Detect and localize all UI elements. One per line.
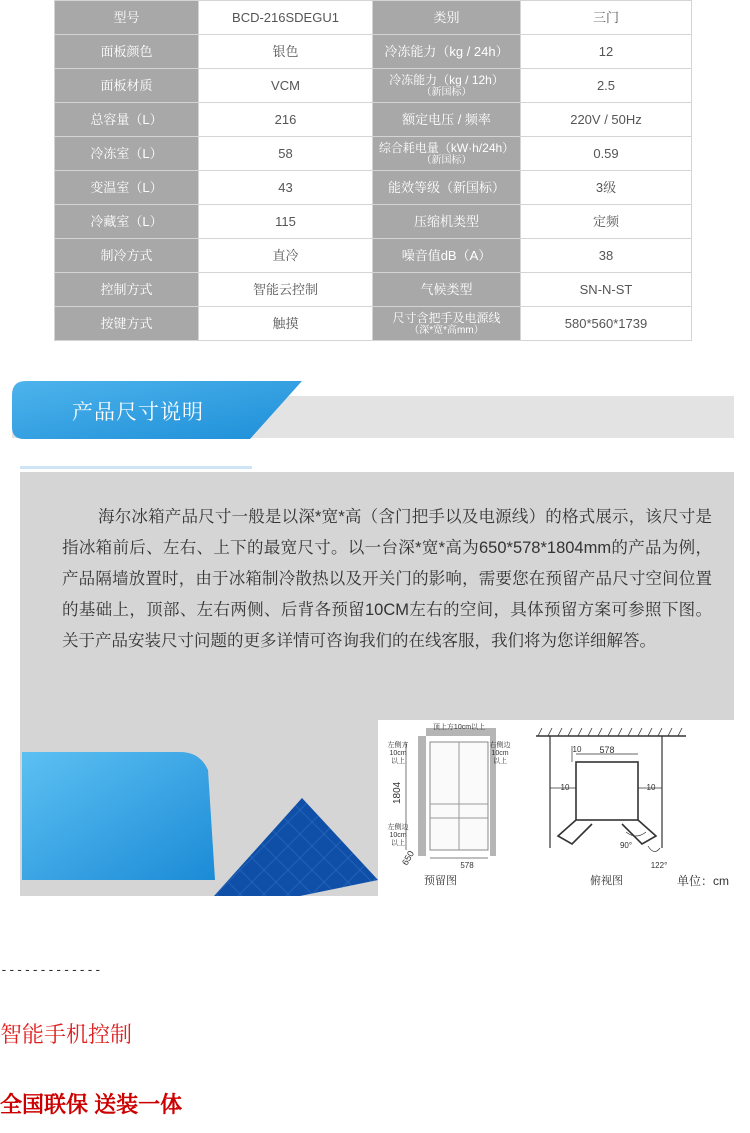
unit-label: 单位：cm xyxy=(677,874,729,888)
left-note: 左侧方 10cm 以上 xyxy=(387,742,409,765)
spec-label xyxy=(373,137,521,171)
spec-label xyxy=(373,69,521,103)
spec-row xyxy=(55,171,692,205)
spec-value: 0.59 xyxy=(521,137,692,171)
spec-row xyxy=(55,69,692,103)
spec-label: 能效等级（新国标） xyxy=(373,171,521,205)
top-note: 顶上方10cm以上 xyxy=(432,724,486,731)
spec-label-text: 尺寸含把手及电源线 xyxy=(392,310,501,325)
spec-label: 冷藏室（L） xyxy=(55,205,199,239)
spec-label: 型号 xyxy=(55,1,199,35)
spec-value: 38 xyxy=(521,239,692,273)
spec-label: 额定电压 / 频率 xyxy=(373,103,521,137)
spec-value: 220V / 50Hz xyxy=(521,103,692,137)
spec-label: 噪音值dB（A） xyxy=(373,239,521,273)
spec-value: 定频 xyxy=(521,205,692,239)
spec-value: 直冷 xyxy=(199,239,373,273)
front-caption: 预留图 xyxy=(424,875,457,887)
top-caption: 俯视图 xyxy=(590,875,623,887)
spec-label: 气候类型 xyxy=(373,273,521,307)
spec-table xyxy=(54,0,692,341)
section-underline xyxy=(20,466,252,469)
spec-label-text: 冷冻能力（kg / 12h） xyxy=(389,72,504,87)
spec-value: 58 xyxy=(199,137,373,171)
spec-row xyxy=(55,1,692,35)
spec-label: 类别 xyxy=(373,1,521,35)
spec-label xyxy=(373,307,521,341)
spec-label-text: 综合耗电量（kW·h/24h） xyxy=(378,140,515,155)
height-dim: 1804 xyxy=(392,781,403,804)
angle-122: 122° xyxy=(650,861,668,870)
spec-value: BCD-216SDEGU1 xyxy=(199,1,373,35)
spec-value: 43 xyxy=(199,171,373,205)
spec-value: SN-N-ST xyxy=(521,273,692,307)
spec-label: 冷冻室（L） xyxy=(55,137,199,171)
spec-value: 580*560*1739 xyxy=(521,307,692,341)
spec-value: VCM xyxy=(199,69,373,103)
top-width-dim: 578 xyxy=(599,745,615,755)
spec-value: 触摸 xyxy=(199,307,373,341)
spec-value: 银色 xyxy=(199,35,373,69)
width-dim: 578 xyxy=(460,861,474,870)
spec-label: 变温室（L） xyxy=(55,171,199,205)
right-note: 右侧边 10cm 以上 xyxy=(489,742,511,765)
spec-row xyxy=(55,273,692,307)
spec-row xyxy=(55,205,692,239)
phone-control-heading: 智能手机控制 xyxy=(0,1022,133,1047)
spec-label: 压缩机类型 xyxy=(373,205,521,239)
spec-label: 总容量（L） xyxy=(55,103,199,137)
spec-value: 115 xyxy=(199,205,373,239)
spec-label: 制冷方式 xyxy=(55,239,199,273)
spec-label-subtext: （深*宽*高mm） xyxy=(409,324,484,336)
separator-line: ------------- xyxy=(0,963,102,978)
spec-row xyxy=(55,239,692,273)
spec-label: 面板颜色 xyxy=(55,35,199,69)
spec-value: 三门 xyxy=(521,1,692,35)
spec-label-subtext: （新国标） xyxy=(421,86,472,98)
spec-label: 冷冻能力（kg / 24h） xyxy=(373,35,521,69)
spec-label-subtext: （新国标） xyxy=(421,154,472,166)
spec-value: 2.5 xyxy=(521,69,692,103)
decorative-shapes xyxy=(0,690,403,900)
spec-row xyxy=(55,35,692,69)
spec-row xyxy=(55,307,692,341)
gap-top: 10 xyxy=(572,745,582,754)
spec-value: 智能云控制 xyxy=(199,273,373,307)
spec-label: 按键方式 xyxy=(55,307,199,341)
spec-value: 12 xyxy=(521,35,692,69)
spec-label: 面板材质 xyxy=(55,69,199,103)
angle-90: 90° xyxy=(619,841,633,850)
spec-row xyxy=(55,103,692,137)
depth-dim: 650 xyxy=(399,848,417,868)
warranty-heading: 全国联保 送装一体 xyxy=(0,1092,183,1117)
description-text: 海尔冰箱产品尺寸一般是以深*宽*高（含门把手以及电源线）的格式展示，该尺寸是指冰箱前后、左右、上下的最宽尺寸。以一台深*宽*高为650*578*1804mm的产品为例，产品隔墙放置时，由于冰箱制冷散热以及开关门的影响，需要您在预留产品尺寸空间位置的基础上，顶部、左右两侧、后背各预留10CM左右的空间，具体预留方案可参照下图。关于产品安装尺寸问题的更多详情可咨询我们的在线客服，我们将为您详细解答。 xyxy=(62,508,712,650)
spec-value: 3级 xyxy=(521,171,692,205)
gap-left: 10 xyxy=(560,783,570,792)
spec-label: 控制方式 xyxy=(55,273,199,307)
left-note-2: 左侧边 10cm 以上 xyxy=(387,824,409,847)
section-title: 产品尺寸说明 xyxy=(72,401,204,424)
spec-value: 216 xyxy=(199,103,373,137)
gap-right: 10 xyxy=(646,783,656,792)
spec-row xyxy=(55,137,692,171)
